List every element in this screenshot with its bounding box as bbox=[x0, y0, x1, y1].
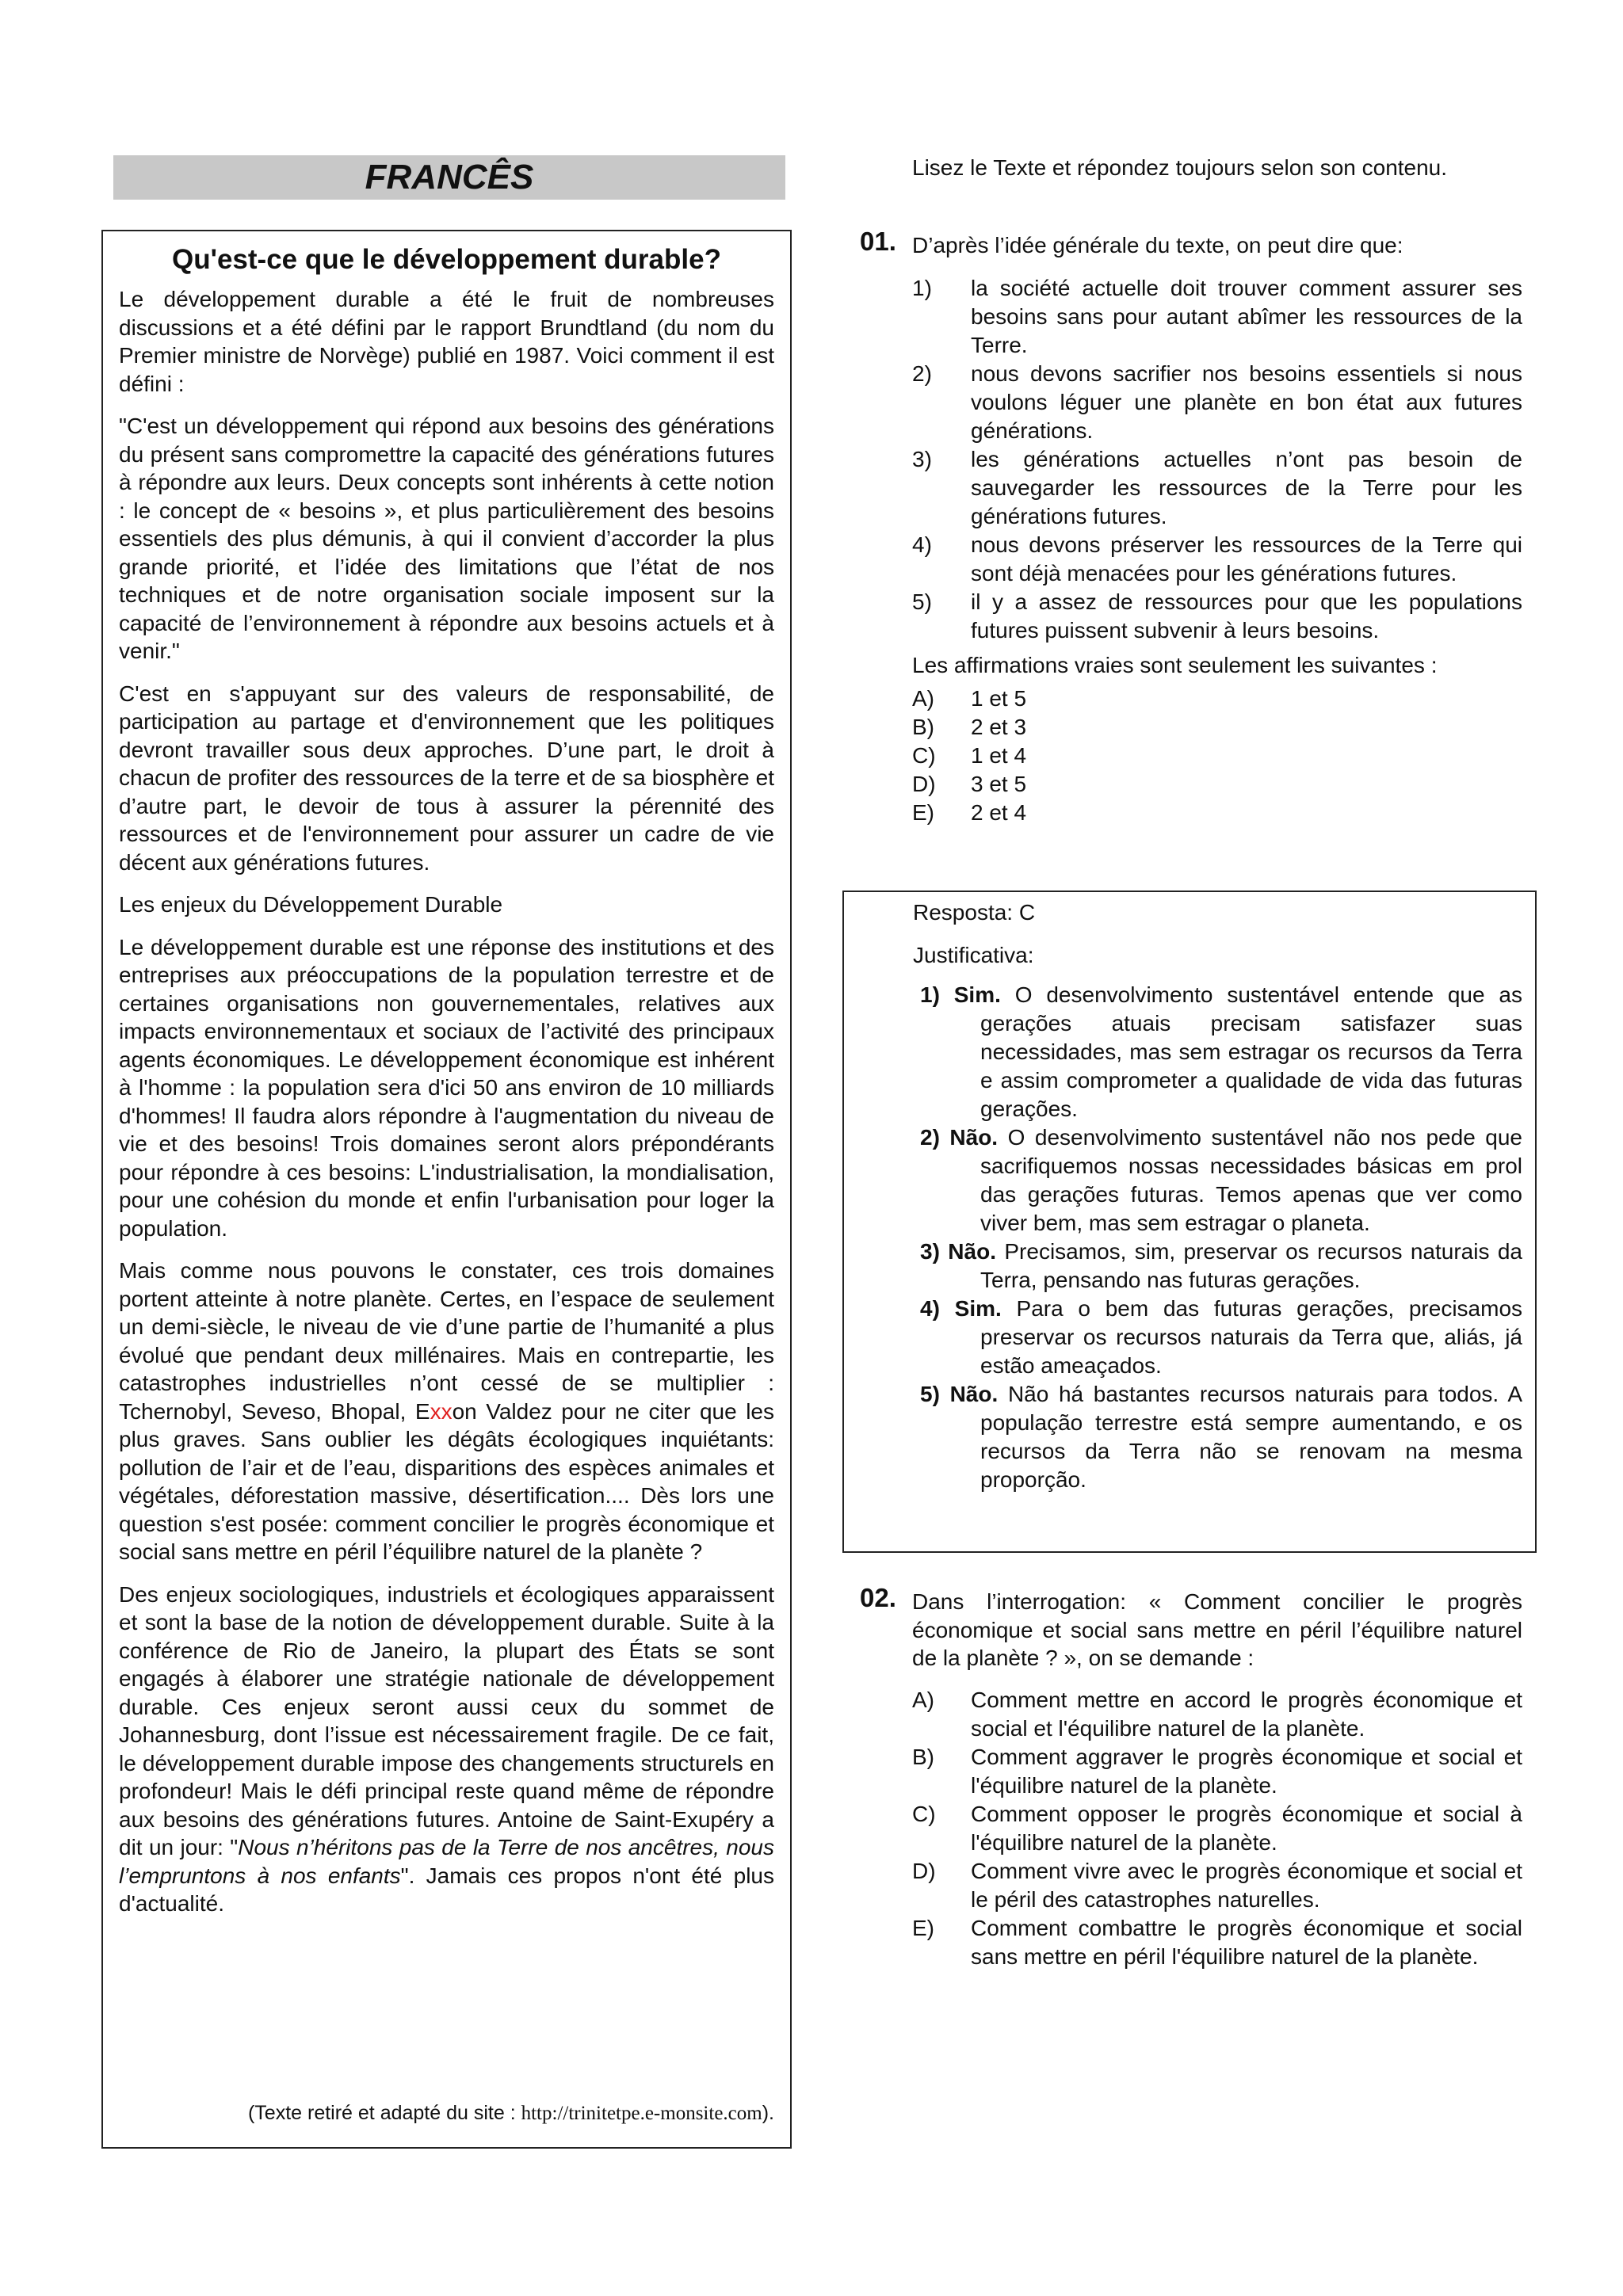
justification-text: Para o bem das futuras gerações, precisamos preservar os recursos naturais da Terra que, aliás, já estão ameaçados. bbox=[980, 1296, 1523, 1378]
statement bbox=[912, 531, 1522, 588]
justification-text: O desenvolvimento sustentável não nos pede que sacrifiquemos nossas necessidades básicas em prol das gerações futuras. Temos apenas que ver como viver bem, mas sem estragar o planeta. bbox=[980, 1125, 1522, 1235]
option-text: 1 et 4 bbox=[971, 743, 1027, 768]
source-suffix: ). bbox=[762, 2102, 774, 2124]
statement-text: nous devons sacrifier nos besoins essentiels si nous voulons léguer une planète en bon état aux futures générations. bbox=[971, 361, 1522, 443]
option-text: Comment combattre le progrès économique et social sans mettre en péril l'équilibre naturel de la planète. bbox=[971, 1916, 1522, 1969]
option-letter: C) bbox=[912, 1802, 936, 1826]
option-text: Comment opposer le progrès économique et social à l'équilibre naturel de la planète. bbox=[971, 1802, 1522, 1855]
question-1-prompt: Les affirmations vraies sont seulement les suivantes : bbox=[912, 653, 1438, 677]
justification-text: Precisamos, sim, preservar os recursos naturais da Terra, pensando nas futuras gerações. bbox=[980, 1239, 1523, 1292]
statement bbox=[912, 274, 1522, 360]
answer-box bbox=[842, 891, 1537, 1553]
option-text: Comment aggraver le progrès économique et social et l'équilibre naturel de la planète. bbox=[971, 1745, 1522, 1798]
justification-item bbox=[920, 1238, 1522, 1295]
justification-verdict: Não. bbox=[949, 1382, 999, 1406]
justification-verdict: Não. bbox=[949, 1125, 999, 1150]
justification-number: 3) bbox=[920, 1239, 940, 1264]
answer-label: Resposta: C bbox=[913, 900, 1036, 925]
statement-text: les générations actuelles n’ont pas besoin de sauvegarder les ressources de la Terre pour les générations futures. bbox=[971, 447, 1522, 528]
source-citation bbox=[103, 2102, 774, 2125]
paragraph-6-part-1: Mais comme nous pouvons le constater, ces trois domaines portent atteinte à notre planète. Certes, en l’espace de seulement un demi-siècle, le niveau de vie d’une partie de l’humanité a plus évolué que pendant deux millénaires. Mais en contrepartie, les catastrophes industrielles n’ont cessé de se multiplier : Tchernobyl, Seveso, Bhopal, E bbox=[119, 1258, 774, 1424]
option-letter: D) bbox=[912, 1859, 936, 1883]
option-a[interactable] bbox=[912, 1686, 1522, 1743]
statement bbox=[912, 360, 1522, 445]
option-d[interactable] bbox=[912, 1857, 1522, 1914]
justification-item bbox=[920, 1123, 1522, 1238]
statement-number: 1) bbox=[912, 276, 932, 300]
question-2-options bbox=[912, 1686, 1522, 1971]
justification-number: 2) bbox=[920, 1125, 940, 1150]
option-a[interactable] bbox=[912, 685, 1522, 713]
question-1-number: 01. bbox=[860, 227, 896, 256]
question-2-number: 02. bbox=[860, 1583, 896, 1612]
statement-number: 3) bbox=[912, 447, 932, 471]
option-text: 2 et 4 bbox=[971, 800, 1027, 825]
option-letter: B) bbox=[912, 1745, 934, 1769]
justification-verdict: Não. bbox=[948, 1239, 996, 1264]
paragraph-6-part-2: on Valdez pour ne citer que les plus graves. Sans oublier les dégâts écologiques inquiétants: pollution de l’air et de l’eau, disparitions des espèces animales et végétales, déforestation massive, désertification.... Dès lors une question s'est posée: comment concilier le progrès économique et social sans mettre en péril l’équilibre naturel de la planète ? bbox=[119, 1398, 774, 1564]
paragraph-1: Le développement durable a été le fruit de nombreuses discussions et a été défini par le rapport Brundtland (du nom du Premier ministre de Norvège) publié en 1987. Voici comment il est défini : bbox=[119, 287, 774, 396]
source-prefix: (Texte retiré et adapté du site : bbox=[247, 2102, 521, 2124]
option-letter: C) bbox=[912, 743, 936, 768]
option-c[interactable] bbox=[912, 1800, 1522, 1857]
statement-text: la société actuelle doit trouver comment assurer ses besoins sans pour autant abîmer les ressources de la Terre. bbox=[971, 276, 1522, 357]
option-text: Comment mettre en accord le progrès économique et social et l'équilibre naturel de la planète. bbox=[971, 1688, 1522, 1741]
justification-label: Justificativa: bbox=[913, 943, 1034, 967]
option-letter: A) bbox=[912, 1688, 934, 1712]
source-url: http://trinitetpe.e-monsite.com bbox=[521, 2103, 762, 2124]
statement bbox=[912, 588, 1522, 645]
paragraph-5: Le développement durable est une réponse des institutions et des entreprises aux préoccupations de la population terrestre et de certaines organisations non gouvernementales, relatives aux impacts environnementaux et sociaux de l’activité des principaux agents économiques. Le développement économique est inhérent à l'homme : la population sera d'ici 50 ans environ de 10 milliards d'hommes! Il faudra alors répondre à l'augmentation du niveau de vie et des besoins! Trois domaines seront alors prépondérants pour répondre à ces besoins: L'industrialisation, la mondialisation, pour une cohésion du monde et enfin l'urbanisation pour loger la population. bbox=[119, 934, 774, 1241]
question-2-text: Dans l’interrogation: « Comment concilier le progrès économique et social sans mettre en péril l’équilibre naturel de la planète ? », on se demande : bbox=[912, 1589, 1522, 1670]
statement-number: 2) bbox=[912, 361, 932, 386]
justification-text: Não há bastantes recursos naturais para todos. A população terrestre está sempre aumentando, e os recursos da Terra não se renovam na mesma proporção. bbox=[980, 1382, 1522, 1492]
option-text: 1 et 5 bbox=[971, 686, 1027, 711]
option-b[interactable] bbox=[912, 713, 1522, 742]
justification-verdict: Sim. bbox=[954, 1296, 1002, 1321]
justification-item bbox=[920, 1295, 1522, 1380]
justification-text: O desenvolvimento sustentável entende que as gerações atuais precisam satisfazer suas necessidades, mas sem estragar os recursos da Terra e assim comprometer a qualidade de vida das futuras gerações. bbox=[980, 982, 1522, 1121]
justification-number: 1) bbox=[920, 982, 940, 1007]
text-title: Qu'est-ce que le développement durable? bbox=[172, 244, 721, 275]
option-d[interactable] bbox=[912, 770, 1522, 799]
question-1-statements bbox=[912, 274, 1522, 827]
paragraph-6 bbox=[119, 1257, 774, 1566]
statement-number: 5) bbox=[912, 589, 932, 614]
justification-list bbox=[920, 981, 1522, 1494]
option-text: 3 et 5 bbox=[971, 772, 1027, 796]
option-e[interactable] bbox=[912, 1914, 1522, 1971]
statement-text: nous devons préserver les ressources de la Terre qui sont déjà menacées pour les générations futures. bbox=[971, 532, 1522, 585]
option-letter: D) bbox=[912, 772, 936, 796]
option-letter: A) bbox=[912, 686, 934, 711]
option-text: 2 et 3 bbox=[971, 715, 1027, 739]
highlighted-typo: xx bbox=[430, 1398, 453, 1424]
option-letter: B) bbox=[912, 715, 934, 739]
statement-text: il y a assez de ressources pour que les populations futures puissent subvenir à leurs besoins. bbox=[971, 589, 1522, 643]
paragraph-2: "C'est un développement qui répond aux besoins des générations du présent sans compromettre la capacité des générations futures à répondre aux leurs. Deux concepts sont inhérents à cette notion : le concept de « besoins », et plus particulièrement des besoins essentiels des plus démunis, à qui il convient d’accorder la plus grande priorité, et l’idée des limitations que l’état de nos techniques et de notre organisation sociale imposent sur la capacité de l’environnement à répondre aux besoins actuels et à venir." bbox=[119, 414, 774, 663]
paragraph-7-part-1: Des enjeux sociologiques, industriels et écologiques apparaissent et sont la base de la notion de développement durable. Suite à la conférence de Rio de Janeiro, la plupart des États se sont engagés à élaborer une stratégie nationale de développement durable. Ces enjeux seront aussi ceux du sommet de Johannesburg, dont l’issue est nécessairement fragile. De ce fait, le développement durable impose des changements structurels en profondeur! Mais le défi principal reste quand même de répondre aux besoins des générations futures. Antoine de Saint-Exupéry a dit un jour: " bbox=[119, 1581, 774, 1859]
option-letter: E) bbox=[912, 800, 934, 825]
justification-item bbox=[920, 1380, 1522, 1494]
option-c[interactable] bbox=[912, 742, 1522, 770]
section-title: FRANCÊS bbox=[113, 155, 785, 200]
quote: Nous n’héritons pas de la Terre de nos ancêtres, nous l’empruntons à nos enfants bbox=[119, 1835, 775, 1888]
option-b[interactable] bbox=[912, 1743, 1522, 1800]
question-1-options bbox=[912, 685, 1522, 827]
justification-item bbox=[920, 981, 1522, 1123]
option-e[interactable] bbox=[912, 799, 1522, 827]
paragraph-7-part-2: ". Jamais ces propos n'ont été plus d'actualité. bbox=[119, 1863, 774, 1916]
justification-number: 5) bbox=[920, 1382, 940, 1406]
option-letter: E) bbox=[912, 1916, 934, 1940]
paragraph-7 bbox=[119, 1581, 774, 1918]
option-text: Comment vivre avec le progrès économique et social et le péril des catastrophes naturelles. bbox=[971, 1859, 1522, 1912]
justification-verdict: Sim. bbox=[953, 982, 1001, 1007]
statement bbox=[912, 445, 1522, 531]
paragraph-3: C'est en s'appuyant sur des valeurs de responsabilité, de participation au partage et d'environnement que les politiques devront travailler sous deux approches. D’une part, le droit à chacun de profiter des ressources de la terre et de sa biosphère et d’autre part, le devoir de tous à assurer la pérennité des ressources et de l'environnement pour assurer un cadre de vie décent aux générations futures. bbox=[119, 681, 774, 875]
question-1-text: D’après l’idée générale du texte, on peut dire que: bbox=[912, 233, 1403, 257]
justification-number: 4) bbox=[920, 1296, 940, 1321]
paragraph-4: Les enjeux du Développement Durable bbox=[119, 892, 503, 917]
reading-text-box bbox=[101, 230, 792, 2149]
statement-number: 4) bbox=[912, 532, 932, 557]
instructions: Lisez le Texte et répondez toujours selon son contenu. bbox=[912, 155, 1448, 180]
